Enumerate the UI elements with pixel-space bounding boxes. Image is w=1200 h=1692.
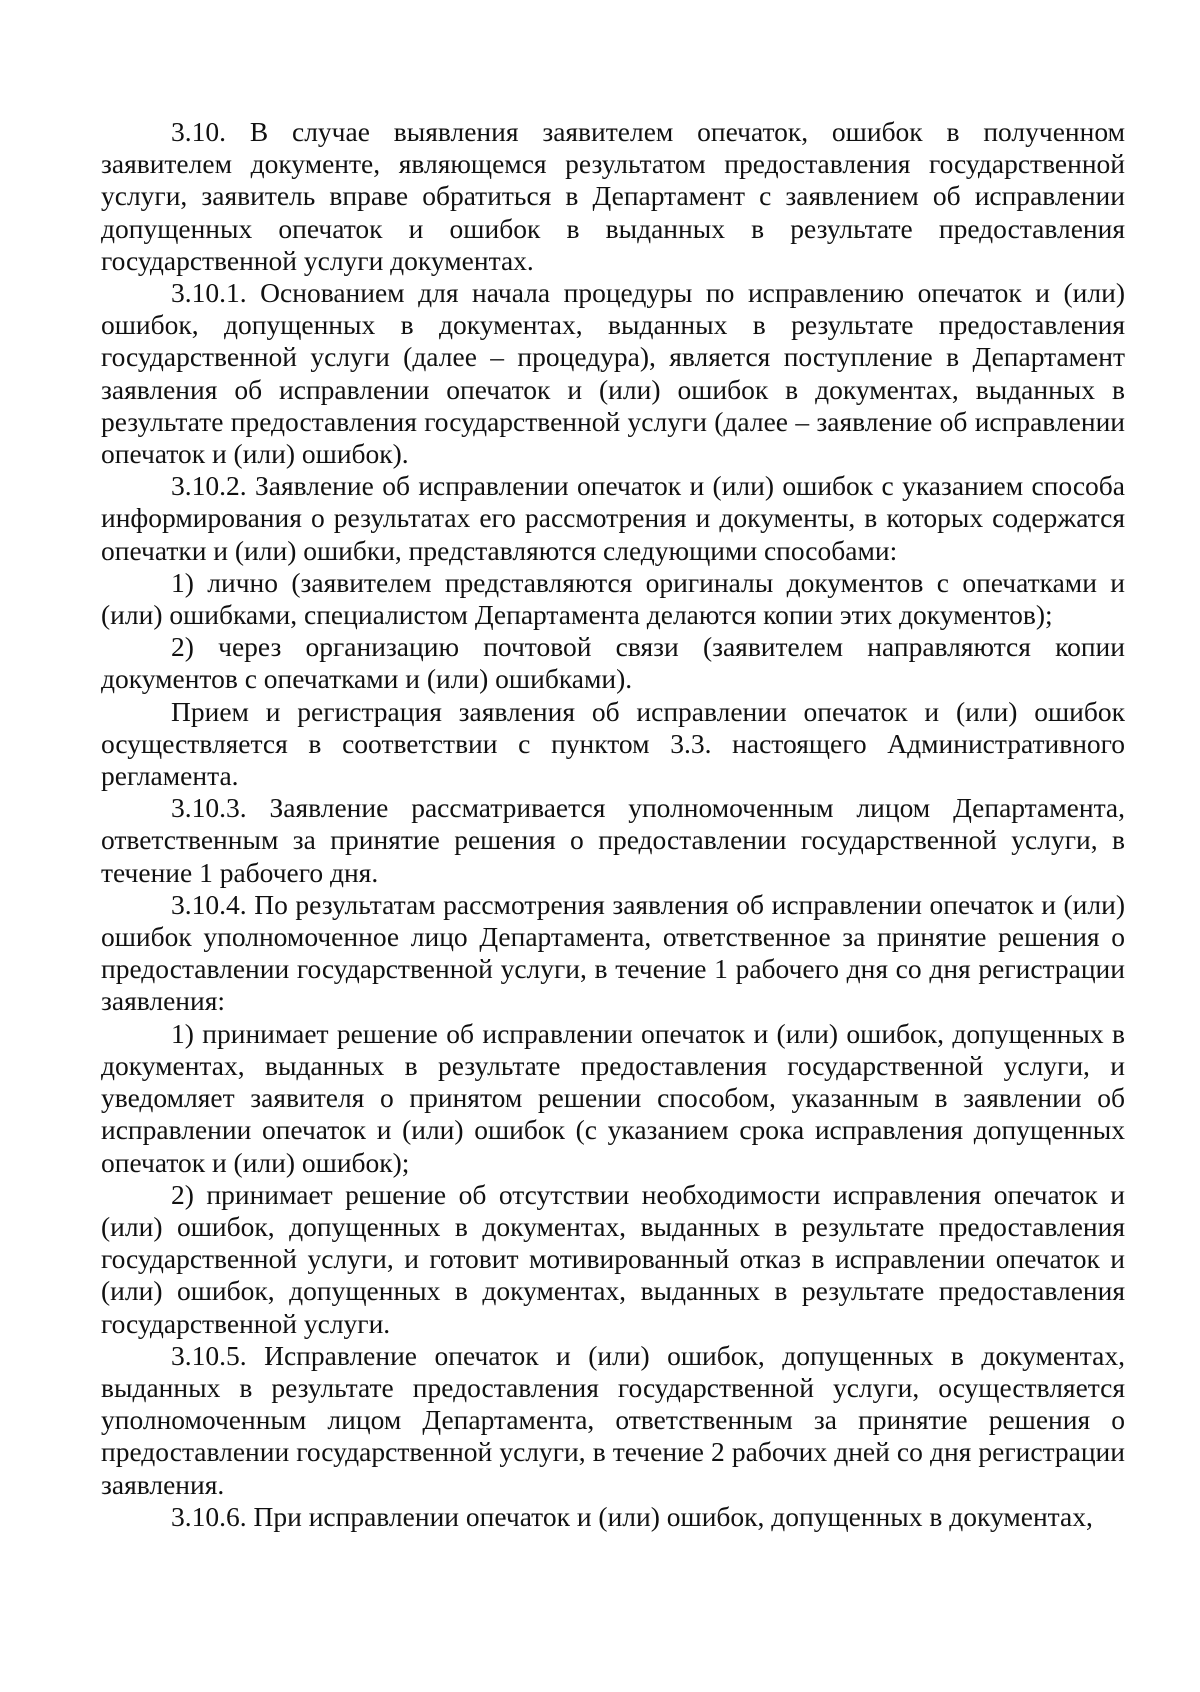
paragraph-reception-registration: Прием и регистрация заявления об исправлении опечаток и (или) ошибок осуществляется в соответствии с пунктом 3.3. настоящего Административного регламента.: [101, 695, 1125, 792]
list-item-in-person: 1) лично (заявителем представляются оригиналы документов с опечатками и (или) ошибками, специалистом Департамента делаются копии этих документов);: [101, 566, 1125, 631]
list-item-decision-refusal: 2) принимает решение об отсутствии необходимости исправления опечаток и (или) ошибок, допущенных в документах, выданных в результате предоставления государственной услуги, и готовит мотивированный отказ в исправлении опечаток и (или) ошибок, допущенных в документах, выданных в результате предоставления государственной услуги.: [101, 1178, 1125, 1339]
paragraph-3-10-6: 3.10.6. При исправлении опечаток и (или) ошибок, допущенных в документах,: [171, 1500, 1093, 1532]
list-item-decision-correction: 1) принимает решение об исправлении опечаток и (или) ошибок, допущенных в документах, выданных в результате предоставления государственной услуги, и уведомляет заявителя о принятом решении способом, указанным в заявлении об исправлении опечаток и (или) ошибок (с указанием срока исправления допущенных опечаток и (или) ошибок);: [101, 1017, 1125, 1178]
paragraph-3-10-2: 3.10.2. Заявление об исправлении опечаток и (или) ошибок с указанием способа информирования о результатах его рассмотрения и документы, в которых содержатся опечатки и (или) ошибки, представляются следующими способами:: [101, 470, 1125, 566]
paragraph-3-10-5: 3.10.5. Исправление опечаток и (или) ошибок, допущенных в документах, выданных в результате предоставления государственной услуги, осуществляется уполномоченным лицом Департамента, ответственным за принятие решения о предоставлении государственной услуги, в течение 2 рабочих дней со дня регистрации заявления.: [101, 1339, 1125, 1500]
list-item-by-post: 2) через организацию почтовой связи (заявителем направляются копии документов с опечатками и (или) ошибками).: [101, 631, 1125, 695]
document-page: [101, 116, 1125, 1533]
paragraph-3-10: 3.10. В случае выявления заявителем опечаток, ошибок в полученном заявителем документе, являющемся результатом предоставления государственной услуги, заявитель вправе обратиться в Департамент с заявлением об исправлении допущенных опечаток и ошибок в выданных в результате предоставления государственной услуги документах.: [101, 116, 1125, 276]
paragraph-3-10-4: 3.10.4. По результатам рассмотрения заявления об исправлении опечаток и (или) ошибок уполномоченное лицо Департамента, ответственное за принятие решения о предоставлении государственной услуги, в течение 1 рабочего дня со дня регистрации заявления:: [101, 888, 1125, 1017]
paragraph-3-10-1: 3.10.1. Основанием для начала процедуры по исправлению опечаток и (или) ошибок, допущенных в документах, выданных в результате предоставления государственной услуги (далее – процедура), является поступление в Департамент заявления об исправлении опечаток и (или) ошибок в документах, выданных в результате предоставления государственной услуги (далее – заявление об исправлении опечаток и (или) ошибок).: [101, 277, 1125, 470]
paragraph-3-10-3: 3.10.3. Заявление рассматривается уполномоченным лицом Департамента, ответственным за принятие решения о предоставлении государственной услуги, в течение 1 рабочего дня.: [101, 792, 1125, 888]
